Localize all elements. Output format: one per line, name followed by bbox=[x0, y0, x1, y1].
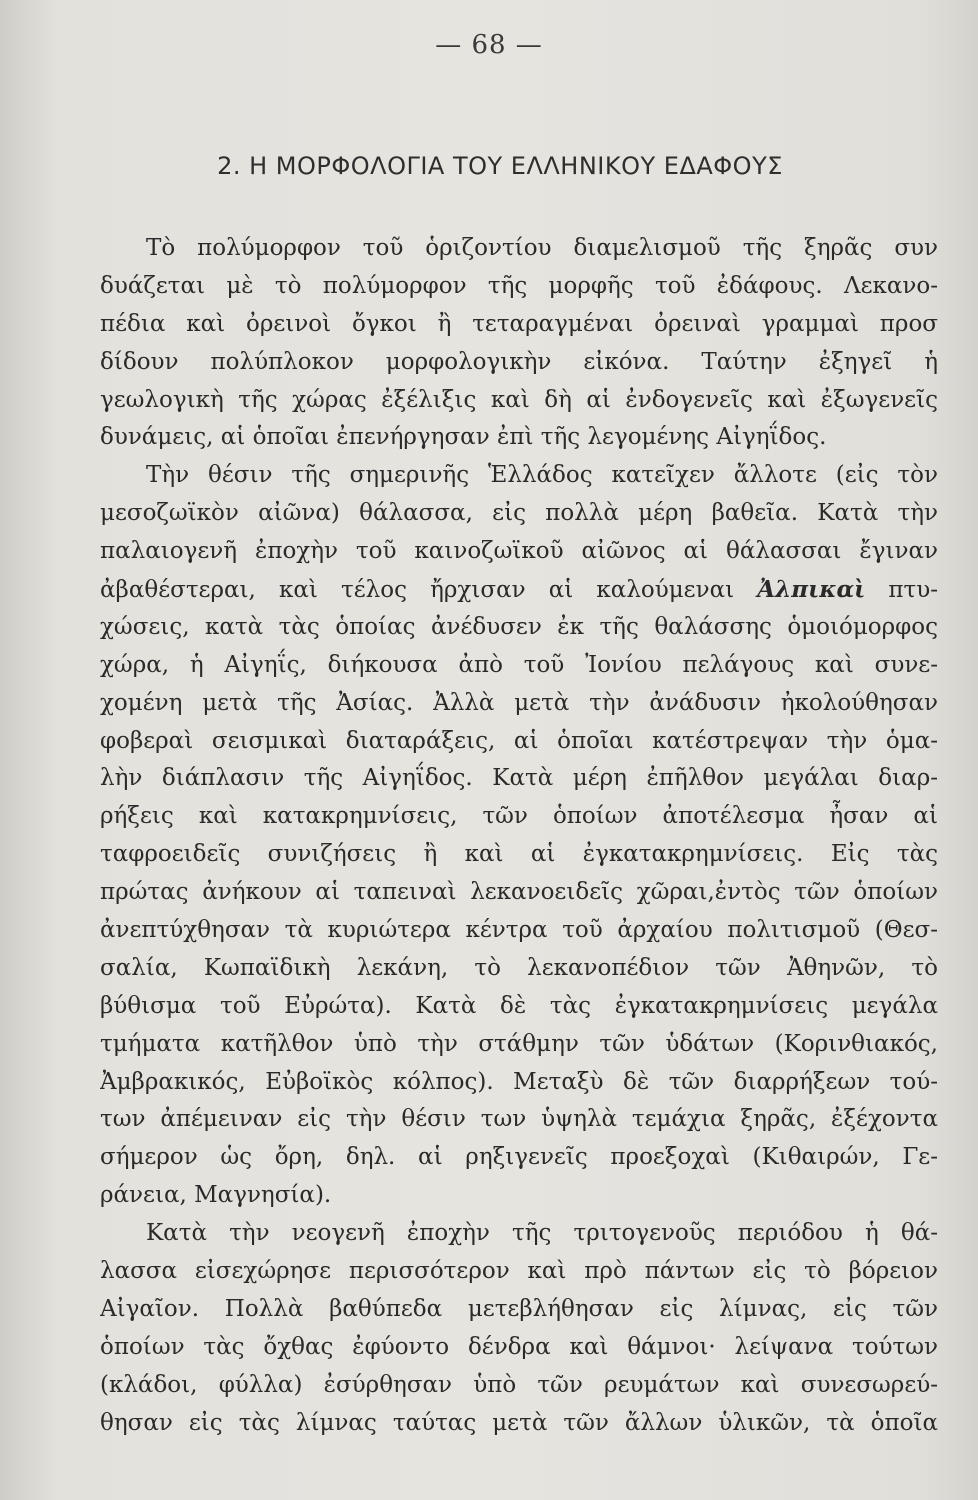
text-line: δυνάμεις, αἱ ὁποῖαι ἐπενήργησαν ἐπὶ τῆς λεγομένης Αἰγηΐδος. bbox=[100, 424, 827, 451]
text-line: παλαιογενῆ ἐποχὴν τοῦ καινοζωϊκοῦ αἰῶνος αἱ θάλασσαι ἔγιναν bbox=[100, 538, 938, 565]
chapter-title: 2. Η ΜΟΡΦΟΛΟΓΙΑ ΤΟΥ ΕΛΛΗΝΙΚΟΥ ΕΔΑΦΟΥΣ bbox=[217, 152, 783, 180]
text-line: φοβεραὶ σεισμικαὶ διαταράξεις, αἱ ὁποῖαι κατέστρεψαν τὴν ὁμα- bbox=[100, 727, 938, 754]
text-line: πρώτας ἀνήκουν αἱ ταπειναὶ λεκανοειδεῖς χῶραι,ἐντὸς τῶν ὁποίων bbox=[100, 879, 938, 906]
body-text bbox=[100, 230, 938, 1443]
text-line: ρήξεις καὶ κατακρημνίσεις, τῶν ὁποίων ἀποτέλεσμα ἦσαν αἱ bbox=[100, 803, 938, 830]
text-line: βύθισμα τοῦ Εὐρώτα). Κατὰ δὲ τὰς ἐγκατακρημνίσεις μεγάλα bbox=[100, 992, 938, 1019]
text-line: χώσεις, κατὰ τὰς ὁποίας ἀνέδυσεν ἐκ τῆς θαλάσσης ὁμοιόμορφος bbox=[100, 613, 938, 640]
text-line: ὁποίων τὰς ὄχθας ἐφύοντο δένδρα καὶ θάμνοι· λείψανα τούτων bbox=[100, 1333, 938, 1360]
text-line: μεσοζωϊκὸν αἰῶνα) θάλασσα, εἰς πολλὰ μέρη βαθεῖα. Κατὰ τὴν bbox=[100, 500, 938, 527]
text-line: (κλάδοι, φύλλα) ἐσύρθησαν ὑπὸ τῶν ρευμάτων καὶ συνεσωρεύ- bbox=[100, 1371, 938, 1398]
text-line: πέδια καὶ ὀρεινοὶ ὄγκοι ἢ τεταραγμέναι ὀρειναὶ γραμμαὶ προσ bbox=[100, 310, 938, 337]
text-line: δυάζεται μὲ τὸ πολύμορφον τῆς μορφῆς τοῦ ἐδάφους. Λεκανο- bbox=[100, 272, 938, 299]
text-line: σαλία, Κωπαϊδικὴ λεκάνη, τὸ λεκανοπέδιον τῶν Ἀθηνῶν, τὸ bbox=[100, 954, 938, 981]
text-segment: πτυ- bbox=[865, 577, 938, 604]
text-line: λὴν διάπλασιν τῆς Αἰγηΐδος. Κατὰ μέρη ἐπῆλθον μεγάλαι διαρ- bbox=[100, 765, 938, 792]
page-number: — 68 — bbox=[435, 30, 543, 60]
text-line: Τὴν θέσιν τῆς σημερινῆς Ἑλλάδος κατεῖχεν ἄλλοτε (εἰς τὸν bbox=[146, 462, 938, 489]
text-line: Κατὰ τὴν νεογενῆ ἐποχὴν τῆς τριτογενοῦς περιόδου ἡ θά- bbox=[146, 1220, 938, 1247]
text-line: ράνεια, Μαγνησία). bbox=[100, 1182, 332, 1209]
text-line: ἀνεπτύχθησαν τὰ κυριώτερα κέντρα τοῦ ἀρχαίου πολιτισμοῦ (Θεσ- bbox=[100, 917, 938, 944]
text-line: ταφροειδεῖς συνιζήσεις ἢ καὶ αἱ ἐγκατακρημνίσεις. Εἰς τὰς bbox=[100, 841, 938, 868]
text-line: χομένη μετὰ τῆς Ἀσίας. Ἀλλὰ μετὰ τὴν ἀνάδυσιν ἠκολούθησαν bbox=[100, 689, 938, 716]
text-line: χώρα, ἡ Αἰγηΐς, διήκουσα ἀπὸ τοῦ Ἰονίου πελάγους καὶ συνε- bbox=[100, 651, 938, 678]
text-line-with-emphasis bbox=[100, 571, 938, 609]
text-line: των ἀπέμειναν εἰς τὴν θέσιν των ὑψηλὰ τεμάχια ξηρᾶς, ἐξέχοντα bbox=[100, 1106, 938, 1133]
text-line: λασσα εἰσεχώρησε περισσότερον καὶ πρὸ πάντων εἰς τὸ βόρειον bbox=[100, 1258, 938, 1285]
text-line: θησαν εἰς τὰς λίμνας ταύτας μετὰ τῶν ἄλλων ὑλικῶν, τὰ ὁποῖα bbox=[100, 1409, 938, 1436]
text-line: Αἰγαῖον. Πολλὰ βαθύπεδα μετεβλήθησαν εἰς λίμνας, εἰς τῶν bbox=[100, 1295, 938, 1322]
text-line: δίδουν πολύπλοκον μορφολογικὴν εἰκόνα. Ταύτην ἐξηγεῖ ἡ bbox=[100, 348, 938, 375]
text-line: Ἀμβρακικός, Εὐβοϊκὸς κόλπος). Μεταξὺ δὲ τῶν διαρρήξεων τού- bbox=[100, 1068, 938, 1095]
text-segment: ἀβαθέστεραι, καὶ τέλος ἤρχισαν αἱ καλούμεναι bbox=[100, 577, 735, 604]
text-line: Τὸ πολύμορφον τοῦ ὁριζοντίου διαμελισμοῦ τῆς ξηρᾶς συν bbox=[146, 235, 938, 261]
text-line: σήμερον ὡς ὄρη, δηλ. αἱ ρηξιγενεῖς προεξοχαὶ (Κιθαιρών, Γε- bbox=[100, 1144, 938, 1171]
text-line: γεωλογικὴ τῆς χώρας ἐξέλιξις καὶ δὴ αἱ ἐνδογενεῖς καὶ ἐξωγενεῖς bbox=[100, 386, 938, 413]
text-line: τμήματα κατῆλθον ὑπὸ τὴν στάθμην τῶν ὑδάτων (Κορινθιακός, bbox=[100, 1030, 938, 1057]
emphasized-term: Ἀλπικαὶ bbox=[757, 576, 866, 604]
